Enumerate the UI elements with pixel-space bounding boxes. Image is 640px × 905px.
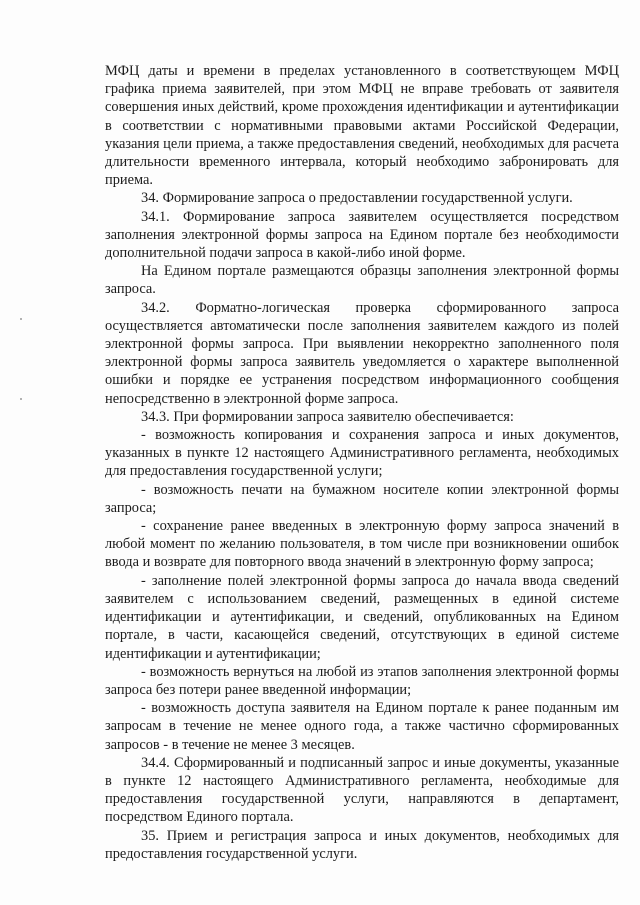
paragraph-34-3: 34.3. При формировании запроса заявителю обеспечивается: bbox=[141, 408, 514, 425]
list-item-return-step: - возможность вернуться на любой из этапов заполнения электронной формы запроса без потери ранее введенной информации; bbox=[105, 663, 619, 698]
list-item-autofill: - заполнение полей электронной формы запроса до начала ввода сведений заявителем с использованием сведений, размещенных в единой системе идентификации и аутентификации, и сведений, опубликованных на Едином портале, в части, касающейся сведений, отсутствующих в единой системе идентификации и аутентификации; bbox=[105, 572, 619, 662]
paragraph-samples: На Едином портале размещаются образцы заполнения электронной формы запроса. bbox=[105, 263, 619, 298]
list-item-print: - возможность печати на бумажном носителе копии электронной формы запроса; bbox=[105, 481, 619, 516]
list-item-access-history: - возможность доступа заявителя на Едином портале к ранее поданным им запросам в течение не менее одного года, а также частично сформированных запросов - в течение не менее 3 месяцев. bbox=[105, 700, 619, 753]
paragraph-34-1: 34.1. Формирование запроса заявителем осуществляется посредством заполнения электронной формы запроса на Едином портале без необходимости дополнительной подачи запроса в какой-либо иной форме. bbox=[105, 208, 619, 262]
scan-speck bbox=[20, 318, 22, 320]
scan-speck bbox=[20, 398, 22, 400]
paragraph-section-35: 35. Прием и регистрация запроса и иных документов, необходимых для предоставления государственной услуги. bbox=[105, 827, 619, 862]
paragraph-continuation: МФЦ даты и времени в пределах установленного в соответствующем МФЦ графика приема заявителей, при этом МФЦ не вправе требовать от заявителя совершения иных действий, кроме прохождения идентификации и аутентификации в соответствии с нормативными правовыми актами Российской Федерации, указания цели приема, а также предоставления сведений, необходимых для расчета длительности временного интервала, который необходимо забронировать для приема. bbox=[105, 63, 619, 189]
list-item-save-values: - сохранение ранее введенных в электронную форму запроса значений в любой момент по желанию пользователя, в том числе при возникновении ошибок ввода и возврате для повторного ввода значений в электронную форму запроса; bbox=[105, 518, 619, 571]
list-item-copy-save: - возможность копирования и сохранения запроса и иных документов, указанных в пункте 12 настоящего Административного регламента, необходимых для предоставления государственной услуги; bbox=[105, 427, 619, 480]
paragraph-34-4: 34.4. Сформированный и подписанный запрос и иные документы, указанные в пункте 12 настоящего Административного регламента, необходимые для предоставления государственной услуги, направляются в департамент, посредством Единого портала. bbox=[105, 754, 619, 826]
paragraph-section-34: 34. Формирование запроса о предоставлении государственной услуги. bbox=[141, 190, 573, 207]
document-body bbox=[105, 62, 619, 863]
paragraph-34-2: 34.2. Форматно-логическая проверка сформированного запроса осуществляется автоматически после заполнения заявителем каждого из полей электронной формы запроса. При выявлении некорректно заполненного поля электронной формы запроса заявитель уведомляется о характере выполненной ошибки и порядке ее устранения посредством информационного сообщения непосредственно в электронной форме запроса. bbox=[105, 299, 619, 407]
